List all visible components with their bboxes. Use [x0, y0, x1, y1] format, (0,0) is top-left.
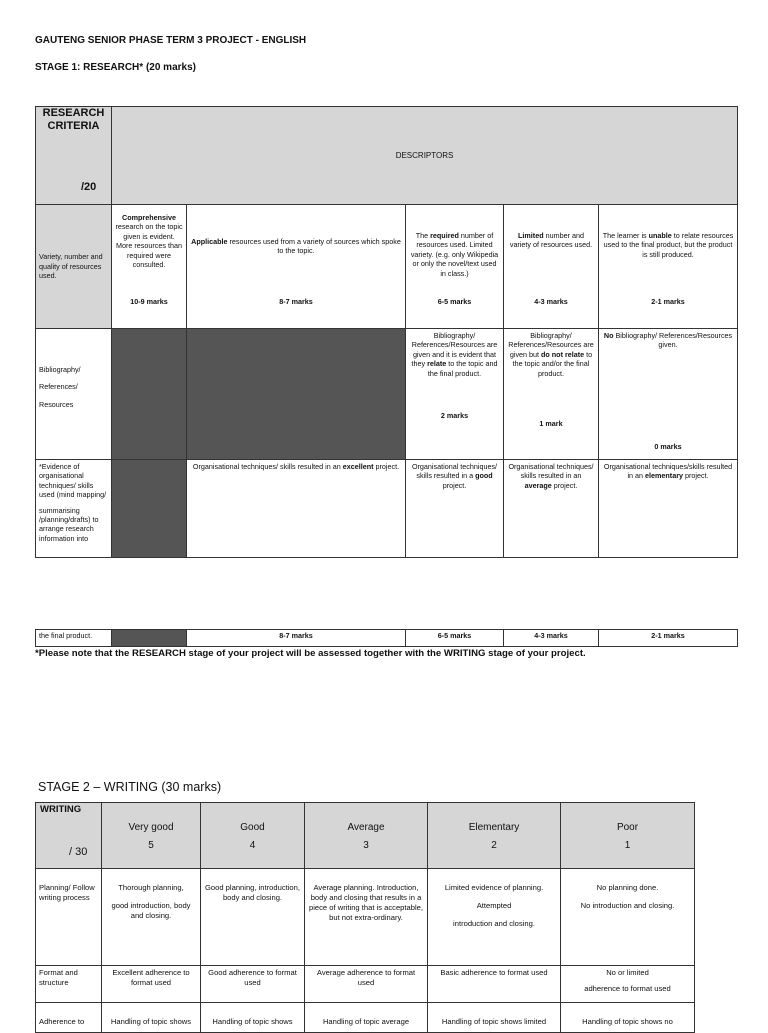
adherence-cell-2: Handling of topic shows limited [428, 1003, 561, 1033]
format-cell-2: Basic adherence to format used [428, 966, 561, 1003]
variety-cell-2-1: The learner is unable to relate resources used to the final product, but the product is still produced. 2-1 marks [599, 205, 738, 329]
bibliography-cell-2: Bibliography/ References/Resources are given and it is evident that they relate to the topic and the final product. 2 marks [406, 329, 504, 460]
shaded-cell [112, 460, 187, 558]
row-label-variety: Variety, number and quality of resources used. [36, 205, 112, 329]
writing-label: WRITING [40, 804, 82, 815]
format-cell-4: Good adherence to format used [201, 966, 305, 1003]
continuation-label: the final product. [36, 630, 112, 647]
planning-cell-3: Average planning. Introduction, body and closing that results in a piece of writing that is acceptable, but not extra-ordinary. [305, 869, 428, 966]
planning-cell-1: No planning done. No introduction and closing. [561, 869, 695, 966]
research-header-row [36, 107, 738, 205]
planning-cell-2: Limited evidence of planning. Attempted introduction and closing. [428, 869, 561, 966]
writing-header-row [36, 803, 695, 869]
marks-label: 8-7 marks [187, 630, 406, 647]
level-poor: Poor 1 [561, 803, 695, 869]
shaded-cell [112, 329, 187, 460]
row-label-adherence: Adherence to [36, 1003, 102, 1033]
organisation-cell-excellent: Organisational techniques/ skills resulted in an excellent project. [187, 460, 406, 558]
format-cell-5: Excellent adherence to format used [102, 966, 201, 1003]
research-rubric-table [35, 106, 738, 558]
row-label-bibliography: Bibliography/ References/ Resources [36, 329, 112, 460]
variety-cell-8-7: Applicable resources used from a variety of sources which spoke to the topic. 8-7 marks [187, 205, 406, 329]
continuation-row [36, 630, 738, 647]
document-title: GAUTENG SENIOR PHASE TERM 3 PROJECT - ENGLISH [35, 35, 307, 46]
research-criteria-label: RESEARCH CRITERIA [42, 107, 105, 132]
descriptors-cell [112, 107, 738, 205]
marks-label: 6-5 marks [406, 630, 504, 647]
writing-rubric-table [35, 802, 695, 1033]
organisation-cell-good: Organisational techniques/ skills resulted in a good project. [406, 460, 504, 558]
marks-label: 2-1 marks [599, 630, 738, 647]
bibliography-cell-0: No Bibliography/ References/Resources given. 0 marks [599, 329, 738, 460]
level-good: Good 4 [201, 803, 305, 869]
row-label-organisation: *Evidence of organisational techniques/ skills used (mind mapping/ summarising /planning/drafts) to arrange research information into [36, 460, 112, 558]
writing-label-cell [36, 803, 102, 869]
marks-label: 4-3 marks [534, 297, 568, 306]
research-row-organisation [36, 460, 738, 558]
marks-label: 0 marks [654, 442, 682, 451]
adherence-cell-3: Handling of topic average [305, 1003, 428, 1033]
stage2-heading: STAGE 2 – WRITING (30 marks) [38, 780, 222, 794]
level-average: Average 3 [305, 803, 428, 869]
research-row-variety [36, 205, 738, 329]
format-cell-1: No or limited adherence to format used [561, 966, 695, 1003]
adherence-cell-5: Handling of topic shows [102, 1003, 201, 1033]
marks-label: 8-7 marks [279, 297, 313, 306]
marks-label: 2 marks [440, 411, 469, 420]
format-cell-3: Average adherence to format used [305, 966, 428, 1003]
writing-row-adherence [36, 1003, 695, 1033]
planning-cell-4: Good planning, introduction, body and closing. [201, 869, 305, 966]
research-row-bibliography [36, 329, 738, 460]
adherence-cell-4: Handling of topic shows [201, 1003, 305, 1033]
marks-label: 2-1 marks [651, 297, 685, 306]
descriptors-label: DESCRIPTORS [395, 150, 454, 160]
planning-cell-5: Thorough planning, good introduction, body and closing. [102, 869, 201, 966]
stage1-heading: STAGE 1: RESEARCH* (20 marks) [35, 62, 196, 73]
shaded-cell [187, 329, 406, 460]
marks-label: 6-5 marks [437, 297, 472, 306]
variety-cell-6-5: The required number of resources used. Limited variety. (e.g. only Wikipedia or only the novel/text used in class.) 6-5 marks [406, 205, 504, 329]
bibliography-cell-1: Bibliography/ References/Resources are given but do not relate to the topic and/or the final product. 1 mark [504, 329, 599, 460]
writing-total: / 30 [69, 846, 88, 858]
research-criteria-cell [36, 107, 112, 205]
research-continuation-table [35, 629, 738, 647]
organisation-cell-elementary: Organisational techniques/skills resulted in an elementary project. [599, 460, 738, 558]
organisation-cell-average: Organisational techniques/ skills resulted in an average project. [504, 460, 599, 558]
shaded-cell [112, 630, 187, 647]
assessment-note: *Please note that the RESEARCH stage of your project will be assessed together with the WRITING stage of your project. [35, 648, 586, 659]
marks-label: 1 mark [539, 419, 563, 428]
level-elementary: Elementary 2 [428, 803, 561, 869]
adherence-cell-1: Handling of topic shows no [561, 1003, 695, 1033]
row-label-planning: Planning/ Follow writing process [36, 869, 102, 966]
level-very-good: Very good 5 [102, 803, 201, 869]
row-label-format: Format and structure [36, 966, 102, 1003]
marks-label: 4-3 marks [504, 630, 599, 647]
writing-row-format [36, 966, 695, 1003]
variety-cell-4-3: Limited number and variety of resources used. 4-3 marks [504, 205, 599, 329]
research-total-label: /20 [81, 181, 97, 193]
writing-row-planning [36, 869, 695, 966]
variety-cell-10-9: Comprehensive research on the topic given is evident. More resources than required were consulted. 10-9 marks [112, 205, 187, 329]
marks-label: 10-9 marks [130, 297, 168, 306]
